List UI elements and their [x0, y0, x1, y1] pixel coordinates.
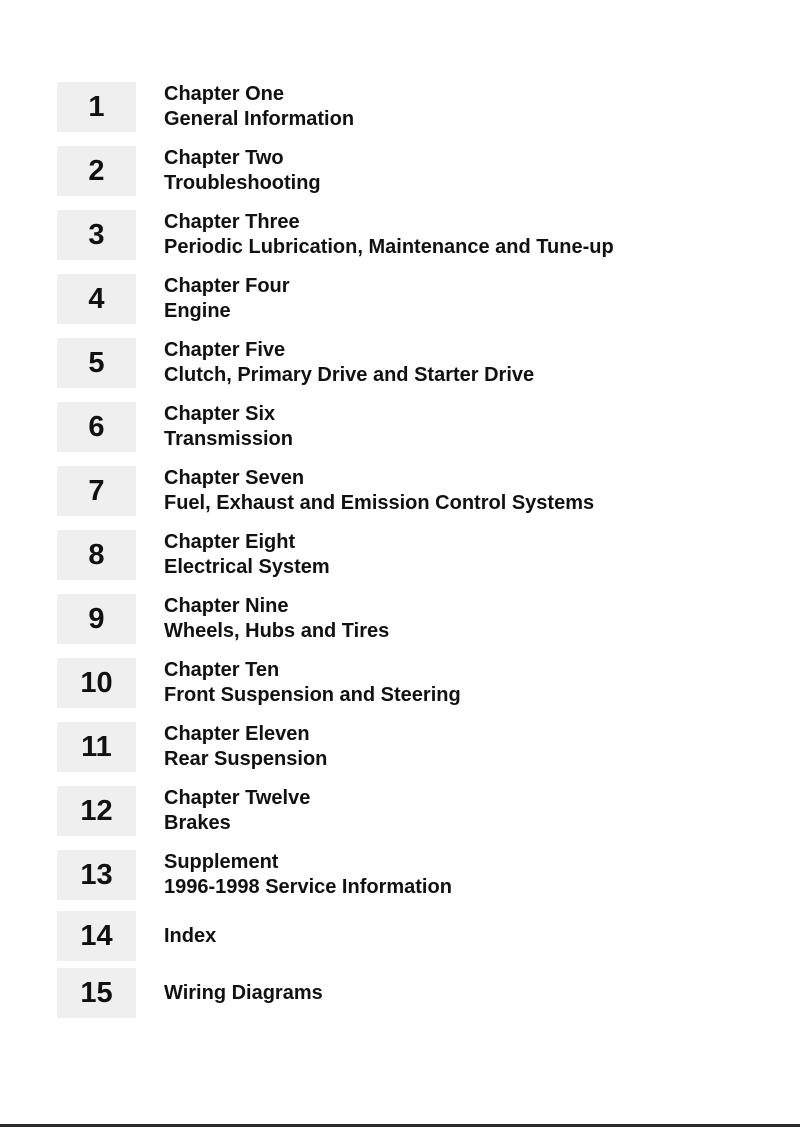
chapter-number-box	[57, 210, 136, 260]
chapter-title[interactable]: Clutch, Primary Drive and Starter Drive	[164, 364, 535, 386]
chapter-title[interactable]: Troubleshooting	[164, 172, 321, 194]
chapter-number-box	[57, 274, 136, 324]
chapter-text	[164, 594, 389, 644]
toc-entry-14[interactable]	[0, 911, 800, 961]
chapter-title[interactable]: Engine	[164, 300, 231, 322]
chapter-number-box	[57, 722, 136, 772]
chapter-heading[interactable]: Chapter Ten	[164, 659, 280, 681]
toc-entry-2[interactable]	[0, 146, 800, 196]
toc-entry-15[interactable]	[0, 968, 800, 1018]
chapter-heading[interactable]: Chapter Seven	[164, 467, 305, 489]
chapter-number-box	[57, 968, 136, 1018]
chapter-title[interactable]: General Information	[164, 108, 355, 130]
chapter-text	[164, 210, 614, 260]
chapter-text	[164, 402, 293, 452]
chapter-number: 2	[88, 154, 105, 187]
chapter-heading[interactable]: Chapter One	[164, 83, 285, 105]
chapter-number: 6	[88, 410, 105, 443]
toc-entry-5[interactable]	[0, 338, 800, 388]
chapter-number-box	[57, 850, 136, 900]
chapter-number: 14	[80, 919, 113, 952]
toc-entry-9[interactable]	[0, 594, 800, 644]
chapter-heading[interactable]: Chapter Four	[164, 275, 290, 297]
chapter-text	[164, 338, 534, 388]
toc-entry-8[interactable]	[0, 530, 800, 580]
chapter-heading[interactable]: Chapter Five	[164, 339, 286, 361]
chapter-number-box	[57, 146, 136, 196]
chapter-heading[interactable]: Wiring Diagrams	[164, 981, 323, 1004]
chapter-text	[164, 146, 321, 196]
chapter-heading[interactable]: Chapter Nine	[164, 595, 289, 617]
chapter-heading[interactable]: Chapter Three	[164, 211, 300, 233]
chapter-text	[164, 786, 310, 836]
chapter-number: 12	[80, 794, 113, 827]
chapter-title[interactable]: Wheels, Hubs and Tires	[164, 620, 390, 642]
chapter-number-box	[57, 466, 136, 516]
chapter-number-box	[57, 338, 136, 388]
toc-entry-11[interactable]	[0, 722, 800, 772]
chapter-number: 3	[88, 218, 105, 251]
chapter-number-box	[57, 82, 136, 132]
chapter-title[interactable]: Front Suspension and Steering	[164, 684, 461, 706]
chapter-title[interactable]: Transmission	[164, 428, 293, 450]
chapter-number-box	[57, 402, 136, 452]
chapter-heading[interactable]: Chapter Six	[164, 403, 276, 425]
chapter-heading[interactable]: Chapter Eight	[164, 531, 296, 553]
chapter-number: 15	[80, 976, 113, 1009]
toc-entry-12[interactable]	[0, 786, 800, 836]
chapter-number: 13	[80, 858, 113, 891]
chapter-heading[interactable]: Index	[164, 924, 217, 947]
chapter-text	[164, 722, 327, 772]
chapter-text	[164, 850, 452, 900]
chapter-heading[interactable]: Chapter Two	[164, 147, 284, 169]
chapter-heading[interactable]: Chapter Twelve	[164, 787, 311, 809]
chapter-text	[164, 968, 323, 1018]
chapter-text	[164, 911, 216, 961]
bottom-divider	[0, 1124, 800, 1127]
toc-entry-6[interactable]	[0, 402, 800, 452]
chapter-number: 11	[81, 730, 112, 763]
chapter-title[interactable]: Fuel, Exhaust and Emission Control Systems	[164, 492, 595, 514]
chapter-title[interactable]: Brakes	[164, 812, 231, 834]
chapter-text	[164, 658, 461, 708]
chapter-number-box	[57, 658, 136, 708]
chapter-number: 10	[80, 666, 113, 699]
toc-entry-7[interactable]	[0, 466, 800, 516]
chapter-text	[164, 274, 290, 324]
chapter-number-box	[57, 786, 136, 836]
chapter-number: 1	[88, 90, 105, 123]
chapter-number-box	[57, 911, 136, 961]
chapter-number-box	[57, 530, 136, 580]
chapter-text	[164, 530, 330, 580]
chapter-number: 8	[88, 538, 105, 571]
toc-entry-1[interactable]	[0, 82, 800, 132]
chapter-title[interactable]: Electrical System	[164, 556, 330, 578]
chapter-number: 4	[88, 282, 105, 315]
chapter-title[interactable]: Rear Suspension	[164, 748, 328, 770]
chapter-number-box	[57, 594, 136, 644]
chapter-number: 9	[88, 602, 105, 635]
toc-entry-4[interactable]	[0, 274, 800, 324]
chapter-text	[164, 466, 594, 516]
chapter-heading[interactable]: Chapter Eleven	[164, 723, 310, 745]
chapter-heading[interactable]: Supplement	[164, 851, 279, 873]
chapter-title[interactable]: Periodic Lubrication, Maintenance and Tune-up	[164, 236, 614, 258]
toc-entry-13[interactable]	[0, 850, 800, 900]
chapter-title[interactable]: 1996-1998 Service Information	[164, 876, 452, 898]
chapter-text	[164, 82, 354, 132]
chapter-number: 7	[88, 474, 105, 507]
toc-entry-10[interactable]	[0, 658, 800, 708]
chapter-number: 5	[88, 346, 105, 379]
toc-entry-3[interactable]	[0, 210, 800, 260]
